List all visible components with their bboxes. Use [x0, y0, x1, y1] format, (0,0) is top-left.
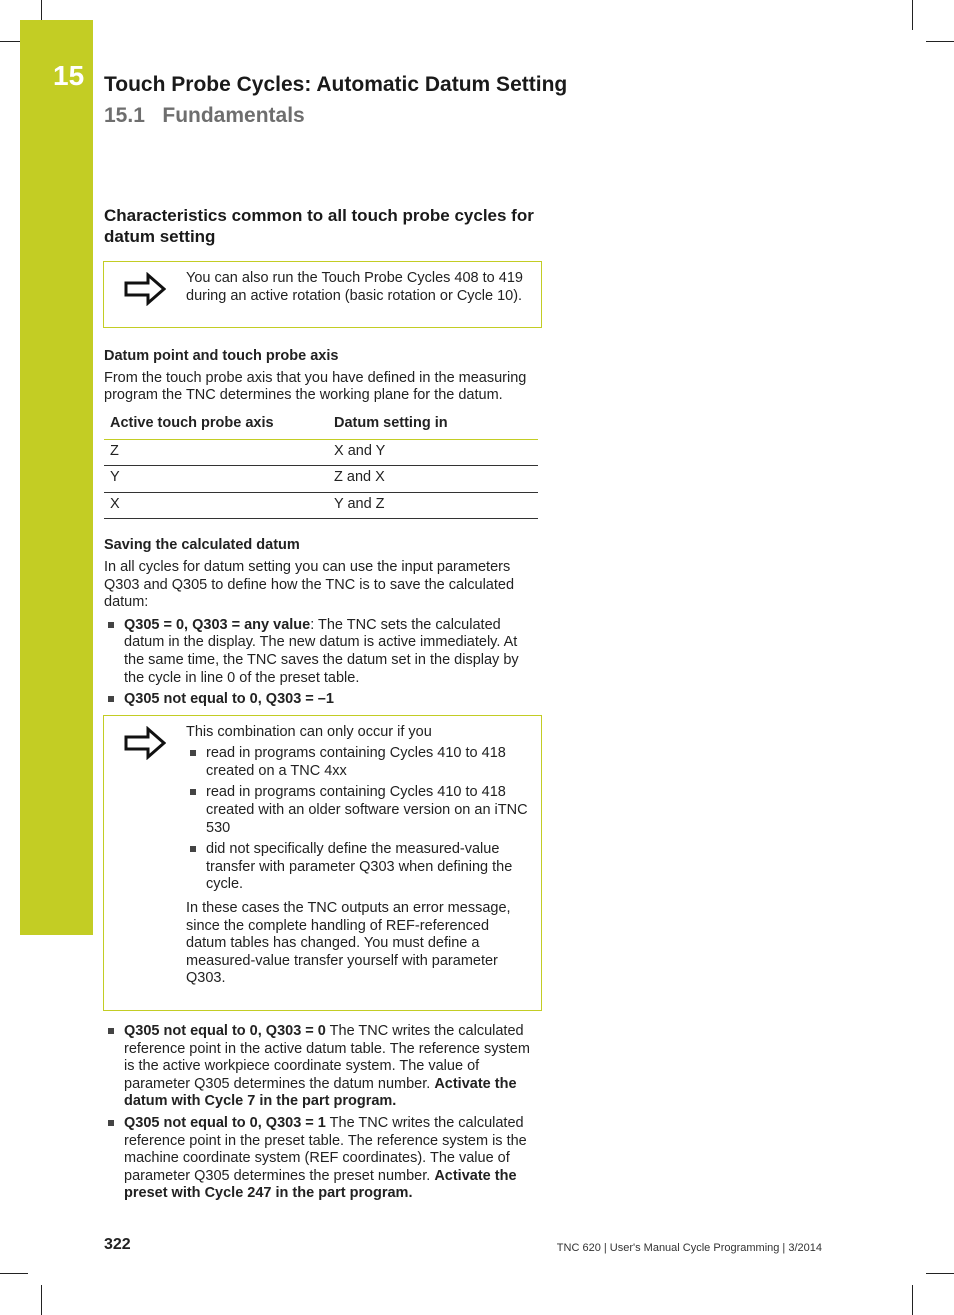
- list-item: Q305 not equal to 0, Q303 = 0 The TNC writes the calculated reference point in the active datum table. The reference system is the active workpiece coordinate system. The value of parameter Q305 determines the datum number. Activate the datum with Cycle 7 in the part program.: [104, 1023, 540, 1111]
- saving-list: [104, 617, 540, 709]
- table-row: [104, 492, 538, 519]
- saving-heading: Saving the calculated datum: [104, 537, 300, 554]
- table-cell: Z: [104, 439, 328, 466]
- crop-mark: [41, 1285, 42, 1315]
- table-cell: X and Y: [328, 439, 538, 466]
- axis-table: [104, 411, 538, 519]
- list-item: read in programs containing Cycles 410 to 418 created with an older software version on an iTNC 530: [186, 784, 533, 837]
- arrow-right-icon: [104, 716, 186, 1010]
- note-text: You can also run the Touch Probe Cycles 408 to 419 during an active rotation (basic rotation or Cycle 10).: [186, 270, 523, 304]
- list-item: Q305 not equal to 0, Q303 = –1: [104, 691, 540, 709]
- list-item: read in programs containing Cycles 410 to 418 created on a TNC 4xx: [186, 745, 533, 780]
- saving-intro: In all cycles for datum setting you can use the input parameters Q303 and Q305 to define how the TNC is to save the calculated datum:: [104, 558, 515, 611]
- crop-mark: [926, 41, 954, 42]
- table-row: [104, 439, 538, 466]
- chapter-title: Touch Probe Cycles: Automatic Datum Setting: [104, 73, 568, 96]
- chapter-number: 15: [53, 60, 85, 91]
- table-header: Datum setting in: [328, 411, 538, 439]
- table-cell: Y: [104, 466, 328, 493]
- page-number: 322: [104, 1236, 131, 1253]
- note-box: [103, 261, 542, 328]
- crop-mark: [912, 0, 913, 30]
- datum-point-heading: Datum point and touch probe axis: [104, 348, 339, 365]
- table-cell: Z and X: [328, 466, 538, 493]
- table-header: Active touch probe axis: [104, 411, 328, 439]
- table-cell: Y and Z: [328, 492, 538, 519]
- crop-mark: [912, 1285, 913, 1315]
- footer-text: TNC 620 | User's Manual Cycle Programming | 3/2014: [556, 1242, 822, 1254]
- list-item: Q305 not equal to 0, Q303 = 1 The TNC writes the calculated reference point in the preset table. The reference system is the machine coordinate system (REF coordinates). The value of parameter Q305 determines the preset number. Activate the preset with Cycle 247 in the part program.: [104, 1115, 540, 1203]
- crop-mark: [926, 1273, 954, 1274]
- arrow-right-icon: [104, 262, 186, 327]
- main-content: [104, 205, 540, 1209]
- table-cell: X: [104, 492, 328, 519]
- chapter-sidebar: [20, 20, 93, 935]
- note-text: This combination can only occur if you read in programs containing Cycles 410 to 418 created on a TNC 4xx read in programs containing Cycles 410 to 418 created with an older software version on an iTNC 530 did not specifically define the measured-value transfer with parameter Q303 when defining the cycle. In these cases the TNC outputs an error message, since the complete handling of REF-referenced datum tables has changed. You must define a measured-value transfer yourself with parameter Q303.: [186, 716, 541, 1010]
- note-box: [103, 715, 542, 1011]
- list-item: Q305 = 0, Q303 = any value: The TNC sets the calculated datum in the display. The new datum is active immediately. At the same time, the TNC saves the datum set in the display by the cycle in line 0 of the preset table.: [104, 617, 540, 687]
- datum-point-text: From the touch probe axis that you have defined in the measuring program the TNC determines the working plane for the datum.: [104, 369, 527, 404]
- section-title: 15.1 Fundamentals: [104, 104, 305, 127]
- crop-mark: [0, 41, 20, 42]
- table-row: [104, 466, 538, 493]
- section-heading: Characteristics common to all touch probe cycles for datum setting: [104, 206, 534, 246]
- list-item: did not specifically define the measured-value transfer with parameter Q303 when defining the cycle.: [186, 841, 533, 894]
- result-list: [104, 1023, 540, 1203]
- crop-mark: [41, 0, 42, 20]
- crop-mark: [0, 1273, 28, 1274]
